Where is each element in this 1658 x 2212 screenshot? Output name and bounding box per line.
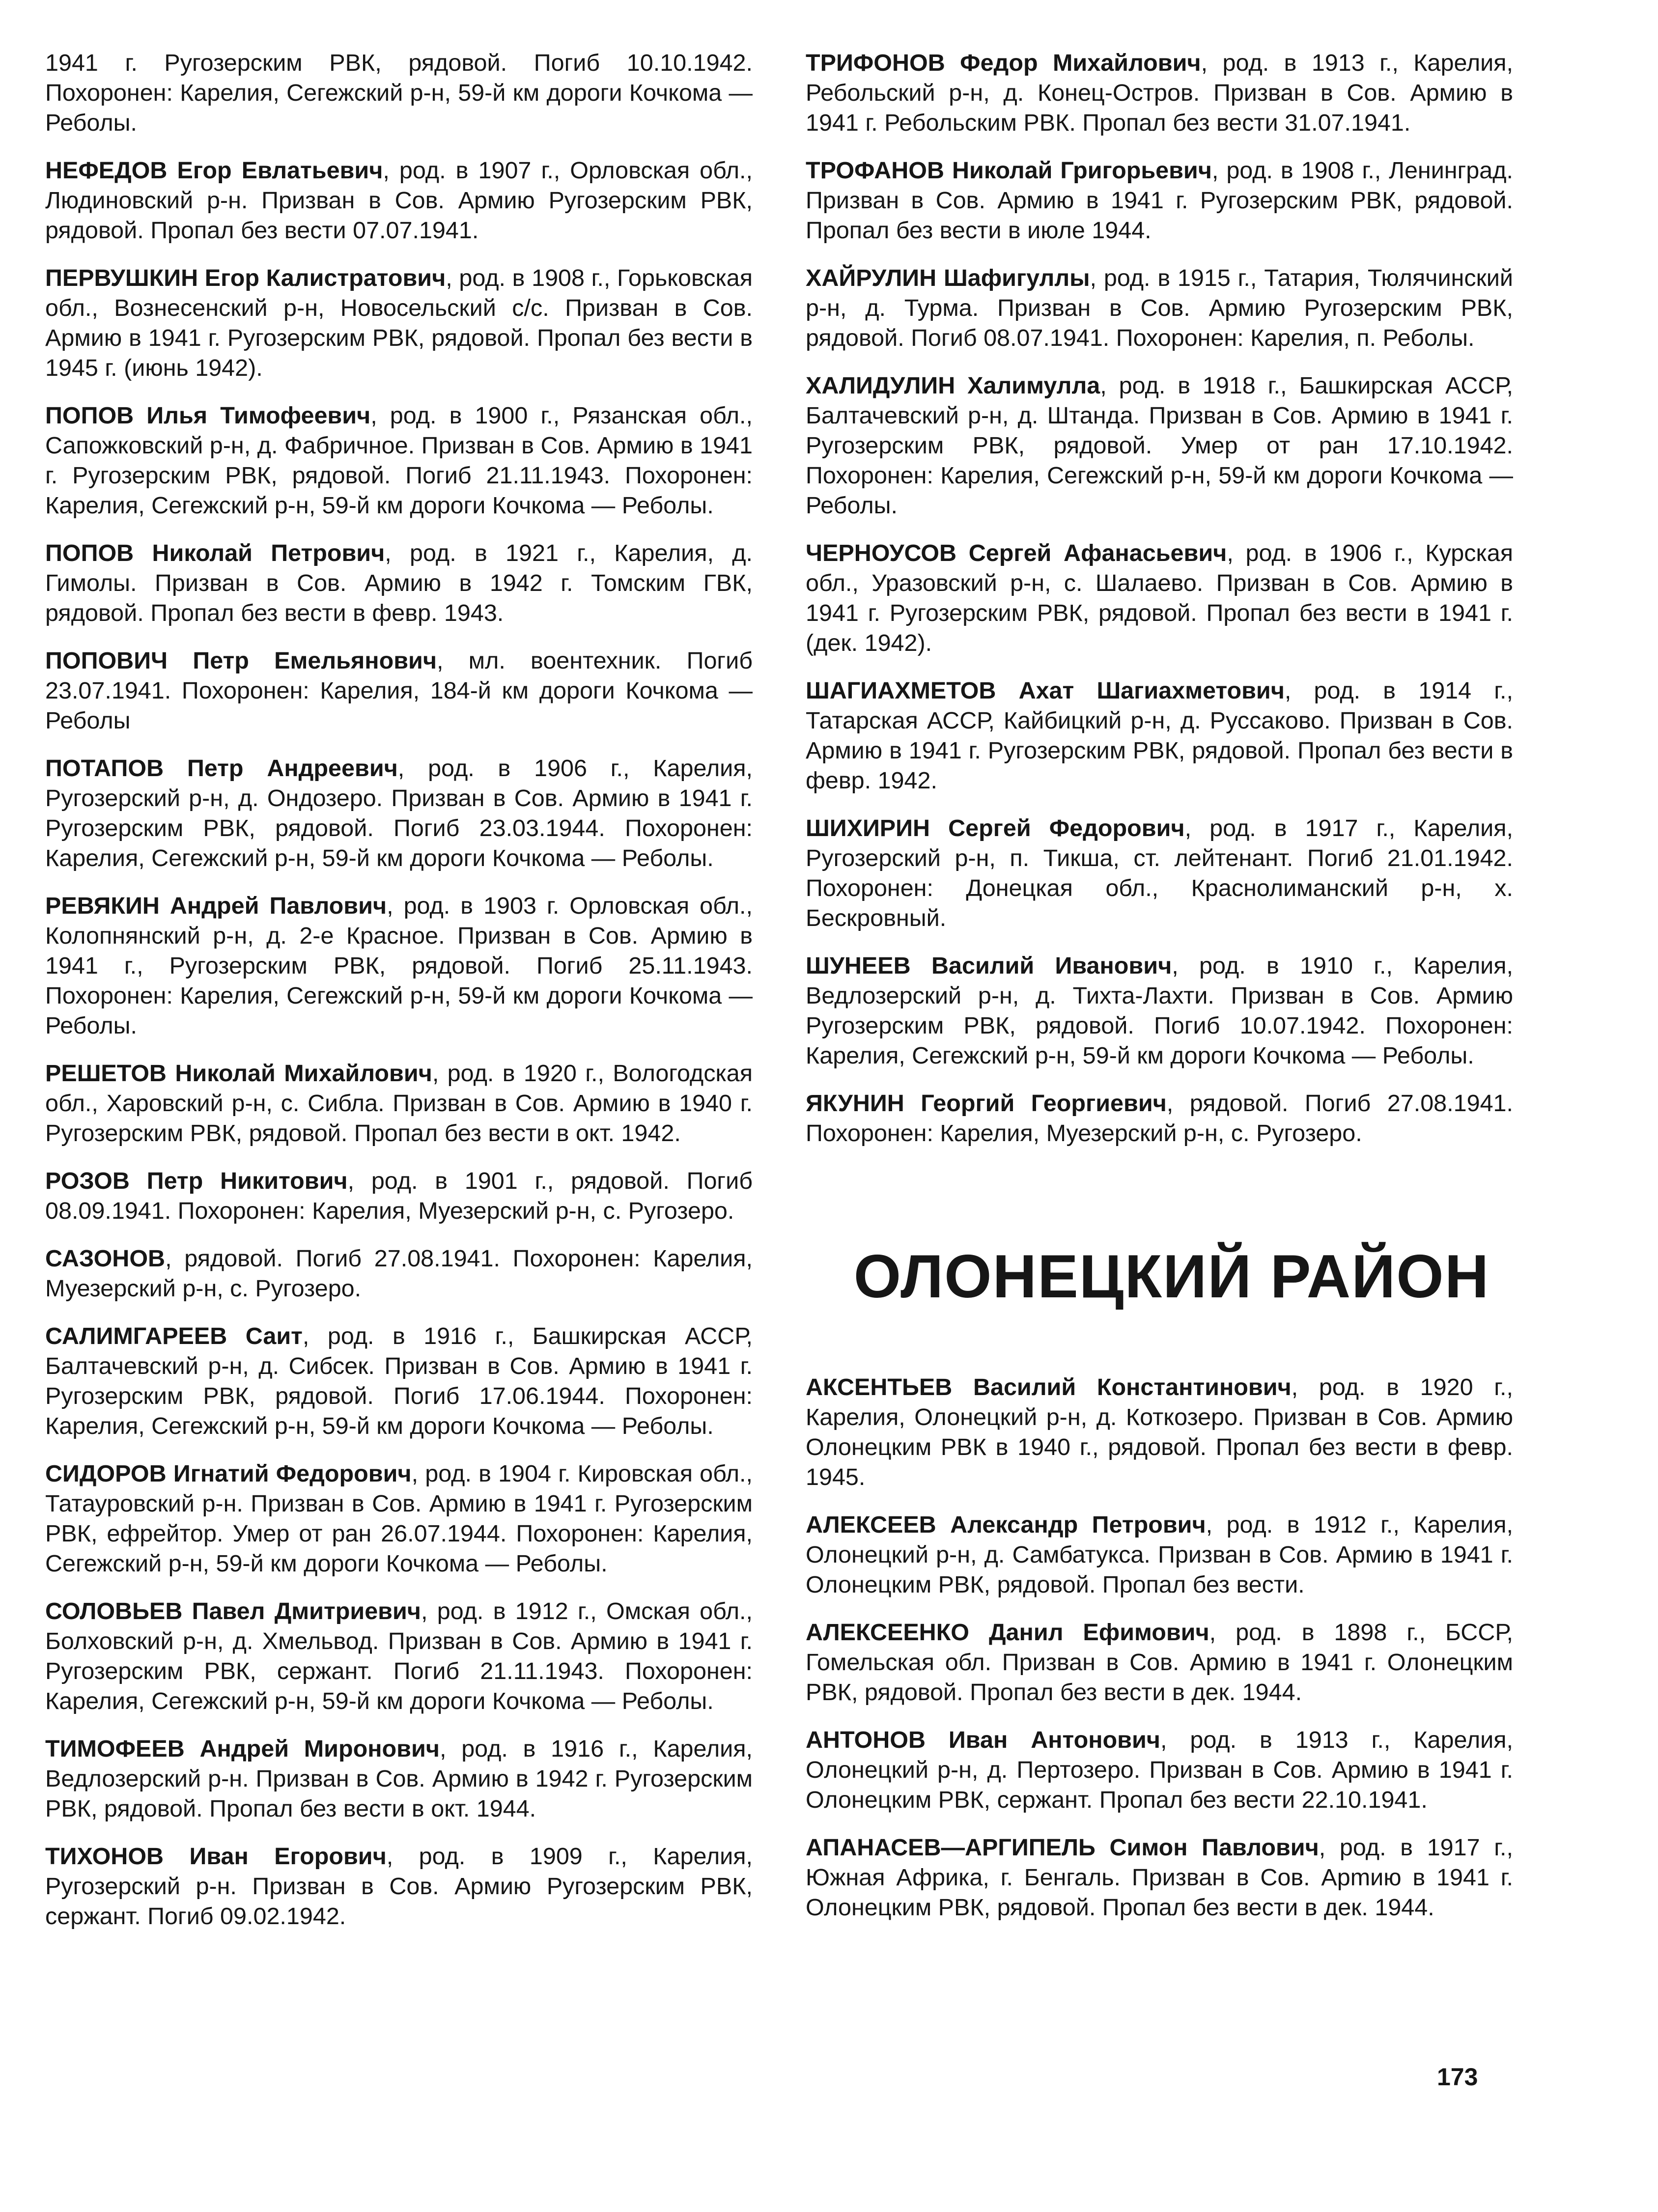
entry-name: АЛЕКСЕЕВ Александр Петрович [806,1512,1206,1538]
entry-text: 1941 г. Ругозерским РВК, рядовой. Погиб 10.10.1942. Похоронен: Карелия, Сегежский р-н, 59-й км дороги Кочкома — Реболы. [45,50,753,136]
entry-name: ПОТАПОВ Петр Андреевич [45,755,398,782]
entry [806,676,1513,796]
entry-text: , род. в 1920 г., Вологодская обл., Харовский р-н, с. Сибла. Призван в Сов. Армию в 1940 г. Ругозерским РВК, рядовой. Пропал без вести в окт. 1942. [45,1060,753,1147]
entry-name: САЛИМГАРЕЕВ Саит [45,1323,303,1349]
entry-text: , род. в 1901 г., рядовой. Погиб 08.09.1941. Похоронен: Карелия, Муезерский р-н, с. Ругозеро. [45,1168,753,1224]
entry [45,48,753,138]
entry [806,48,1513,138]
entry-text: , род. в 1906 г., Курская обл., Уразовский р-н, с. Шалаево. Призван в Сов. Армию в 1941 г. Ругозерским РВК, рядовой. Пропал без вести в 1941 г. (дек. 1942). [806,540,1513,656]
entry [45,1842,753,1932]
page-number: 173 [1437,2063,1478,2091]
entry-name: ЧЕРНОУСОВ Сергей Афанасьевич [806,540,1227,566]
entry-name: СОЛОВЬЕВ Павел Дмитриевич [45,1598,421,1624]
entry-name: ПЕРВУШКИН Егор Калистратович [45,265,446,291]
entry-text: , род. в 1914 г., Татарская АССР, Кайбицкий р-н, д. Руссаково. Призван в Сов. Армию в 1941 г. Ругозерским РВК, рядовой. Пропал без вести в февр. 1942. [806,677,1513,794]
entry-text: , род. в 1916 г., Башкирская АССР, Балтачевский р-н, д. Сибсек. Призван в Сов. Армию в 1941 г. Ругозерским РВК, рядовой. Погиб 17.06.1944. Похоронен: Карелия, Сегежский р-н, 59-й км дороги Кочкома — Реболы. [45,1323,753,1439]
entry-name: САЗОНОВ [45,1245,166,1272]
entry-name: ЯКУНИН Георгий Георгиевич [806,1090,1167,1117]
entry-text: , род. в 1906 г., Карелия, Ругозерский р-н, д. Ондозеро. Призван в Сов. Армию в 1941 г. Ругозерским РВК, рядовой. Погиб 23.03.1944. Похоронен: Карелия, Сегежский р-н, 59-й км дороги Кочкома — Реболы. [45,755,753,871]
entry [806,371,1513,521]
entry-name: АКСЕНТЬЕВ Василий Константинович [806,1374,1292,1400]
entry-name: ТИМОФЕЕВ Андрей Миронович [45,1736,440,1762]
entry-name: ШИХИРИН Сергей Федорович [806,815,1185,841]
entry-text: , род. в 1903 г. Орловская обл., Колопнянский р-н, д. 2-е Красное. Призван в Сов. Армию в 1941 г., Ругозерским РВК, рядовой. Погиб 25.11.1943. Похоронен: Карелия, Сегежский р-н, 59-й км дороги Кочкома — Реболы. [45,893,753,1039]
entry-text: , род. в 1900 г., Рязанская обл., Сапожковский р-н, д. Фабричное. Призван в Сов. Армию в 1941 г. Ругозерским РВК, рядовой. Погиб 21.11.1943. Похоронен: Карелия, Сегежский р-н, 59-й км дороги Кочкома — Реболы. [45,402,753,519]
entry-text: , мл. воентехник. Погиб 23.07.1941. Похоронен: Карелия, 184-й км дороги Кочкома — Реболы [45,647,753,734]
entry-name: ПОПОВ Николай Петрович [45,540,385,566]
entry [45,646,753,736]
entry [806,951,1513,1071]
right-column [806,48,1513,1940]
entry-name: ТРИФОНОВ Федор Михайлович [806,50,1201,76]
entry-text: , рядовой. Погиб 27.08.1941. Похоронен: Карелия, Муезерский р-н, с. Ругозеро. [45,1245,753,1302]
section-heading: ОЛОНЕЦКИЙ РАЙОН [853,1243,1490,1311]
entry-text: , род. в 1921 г., Карелия, д. Гимолы. Призван в Сов. Армию в 1942 г. Томским ГВК, рядовой. Пропал без вести в февр. 1943. [45,540,753,626]
entry [45,1059,753,1148]
entry [45,1244,753,1304]
entry-name: ТРОФАНОВ Николай Григорьевич [806,157,1212,184]
entry [806,1833,1513,1923]
entry-name: СИДОРОВ Игнатий Федорович [45,1460,412,1487]
entry-text: , род. в 1912 г., Карелия, Олонецкий р-н, д. Самбатукса. Призван в Сов. Армию в 1941 г. Олонецким РВК, рядовой. Пропал без вести. [806,1512,1513,1598]
entry [45,263,753,383]
entry [45,1596,753,1716]
entry-text: , рядовой. Погиб 27.08.1941. Похоронен: Карелия, Муезерский р-н, с. Ругозеро. [806,1090,1513,1147]
entry [45,1734,753,1824]
entry-name: ПОПОВИЧ Петр Емельянович [45,647,437,674]
entry [45,891,753,1041]
entry-text: , род. в 1915 г., Татария, Тюлячинский р-н, д. Турма. Призван в Сов. Армию Ругозерским РВК, рядовой. Погиб 08.07.1941. Похоронен: Карелия, п. Реболы. [806,265,1513,351]
entry-name: НЕФЕДОВ Егор Евлатьевич [45,157,383,184]
entry-name: ПОПОВ Илья Тимофеевич [45,402,371,429]
entry [806,1089,1513,1148]
entry-name: РОЗОВ Петр Никитович [45,1168,348,1194]
entry-name: ХАЛИДУЛИН Халимулла [806,372,1100,399]
entry-text: , род. в 1913 г., Карелия, Олонецкий р-н, д. Пертозеро. Призван в Сов. Армию в 1941 г. Олонецким РВК, сержант. Пропал без вести 22.10.1941. [806,1727,1513,1813]
entry-text: , род. в 1917 г., Южная Африка, г. Бенгаль. Призван в Сов. Арmию в 1941 г. Олонецким РВК, рядовой. Пропал без вести в дек. 1944. [806,1834,1513,1921]
entry [806,1618,1513,1708]
entry [45,401,753,521]
entry [806,156,1513,246]
entry-name: АПАНАСЕВ—АРГИПЕЛЬ Симон Павлович [806,1834,1319,1861]
entry [45,156,753,246]
entry [806,1372,1513,1492]
entry [806,813,1513,933]
entry-text: , род. в 1898 г., БССР, Гомельская обл. Призван в Сов. Армию в 1941 г. Олонецким РВК, рядовой. Пропал без вести в дек. 1944. [806,1619,1513,1706]
entry-text: , род. в 1908 г., Ленинград. Призван в Сов. Армию в 1941 г. Ругозерским РВК, рядовой. Пропал без вести в июле 1944. [806,157,1513,244]
entry-name: ХАЙРУЛИН Шафигуллы [806,265,1090,291]
entry [45,1166,753,1226]
entry-name: РЕШЕТОВ Николай Михайлович [45,1060,432,1087]
entry-text: , род. в 1909 г., Карелия, Ругозерский р-н. Призван в Сов. Армию Ругозерским РВК, сержант. Погиб 09.02.1942. [45,1843,753,1930]
entry-name: ШАГИАХМЕТОВ Ахат Шагиахметович [806,677,1285,704]
entry-text: , род. в 1913 г., Карелия, Ребольский р-н, д. Конец-Остров. Призван в Сов. Армию в 1941 г. Ребольским РВК. Пропал без вести 31.07.1941. [806,50,1514,136]
entry [45,1321,753,1441]
entry-text: , род. в 1912 г., Омская обл., Болховский р-н, д. Хмельвод. Призван в Сов. Армию в 1941 г. Ругозерским РВК, сержант. Погиб 21.11.1943. Похоронен: Карелия, Сегежский р-н, 59-й км дороги Кочкома — Реболы. [45,1598,753,1714]
entry-text: , род. в 1907 г., Орловская обл., Людиновский р-н. Призван в Сов. Армию Ругозерским РВК, рядовой. Пропал без вести 07.07.1941. [45,157,753,244]
entry [45,538,753,628]
entry-text: , род. в 1920 г., Карелия, Олонецкий р-н, д. Коткозеро. Призван в Сов. Армию Олонецким РВК в 1940 г., рядовой. Пропал без вести в февр. 1945. [806,1374,1513,1490]
entry [806,1725,1513,1815]
entry [806,263,1513,353]
entry [45,754,753,873]
entry-name: ТИХОНОВ Иван Егорович [45,1843,387,1870]
entry-name: ШУНЕЕВ Василий Иванович [806,952,1172,979]
right-column-bottom-entries [806,1372,1513,1923]
entry-text: , род. в 1918 г., Башкирская АССР, Балтачевский р-н, д. Штанда. Призван в Сов. Армию в 1941 г. Ругозерским РВК, рядовой. Умер от ран 17.10.1942. Похоронен: Карелия, Сегежский р-н, 59-й км дороги Кочкома — Реболы. [806,372,1513,519]
right-column-top-entries [806,48,1513,1148]
entry-text: , род. в 1910 г., Карелия, Ведлозерский р-н, д. Тихта-Лахти. Призван в Сов. Армию Ругозерским РВК, рядовой. Погиб 10.07.1942. Похоронен: Карелия, Сегежский р-н, 59-й км дороги Кочкома — Реболы. [806,952,1513,1069]
entry-text: , род. в 1908 г., Горьковская обл., Вознесенский р-н, Новосельский с/с. Призван в Сов. Армию в 1941 г. Ругозерским РВК, рядовой. Пропал без вести в 1945 г. (июнь 1942). [45,265,753,381]
entry-name: АЛЕКСЕЕНКО Данил Ефимович [806,1619,1209,1646]
entry [806,1510,1513,1600]
entry [45,1459,753,1579]
entry-text: , род. в 1917 г., Карелия, Ругозерский р-н, п. Тикша, ст. лейтенант. Погиб 21.01.1942. Похоронен: Донецкая обл., Краснолиманский р-н, х. Бескровный. [806,815,1514,931]
entry-name: АНТОНОВ Иван Антонович [806,1727,1160,1753]
entry-text: , род. в 1904 г. Кировская обл., Татауровский р-н. Призван в Сов. Армию в 1941 г. Ругозерским РВК, ефрейтор. Умер от ран 26.07.1944. Похоронен: Карелия, Сегежский р-н, 59-й км дороги Кочкома — Реболы. [45,1460,753,1577]
entry [806,538,1513,658]
left-column [45,48,753,1949]
entry-name: РЕВЯКИН Андрей Павлович [45,893,387,919]
entry-text: , род. в 1916 г., Карелия, Ведлозерский р-н. Призван в Сов. Армию в 1942 г. Ругозерским РВК, рядовой. Пропал без вести в окт. 1944. [45,1736,753,1822]
